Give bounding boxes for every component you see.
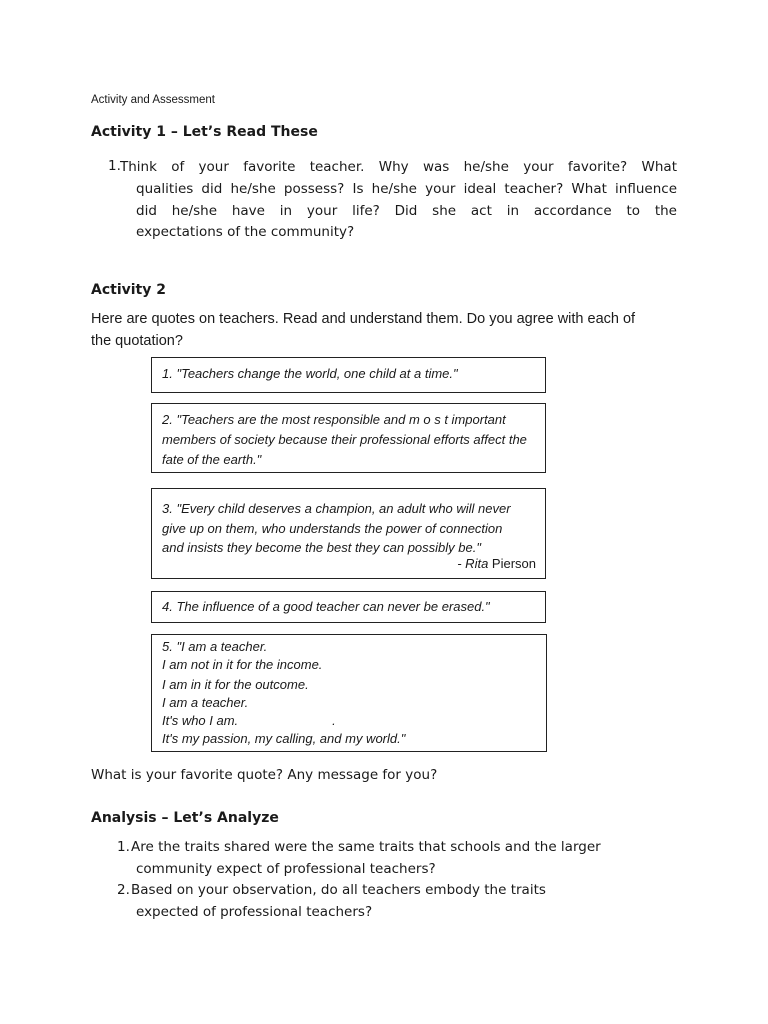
text-line: expectations of the community? [136,224,355,241]
quote-text: give up on them, who understands the power of connection [162,520,503,536]
quote-box-3 [151,488,546,579]
quote-box-2 [151,403,546,473]
activity-1-item-number: 1. [108,158,121,174]
quote-text: members of society because their professional efforts affect the [162,432,527,447]
quote-text: I am a teacher. [162,695,249,710]
text-line: Here are quotes on teachers. Read and understand them. Do you agree with each of [91,311,636,327]
followup-question: What is your favorite quote? Any message for you? [91,767,438,783]
author-prefix: - Rita [457,555,489,571]
quote-box-4 [151,591,546,623]
quote-text: and insists they become the best they can possibly be." [162,540,481,555]
text-line: expected of professional teachers? [136,903,373,920]
quote-text: I am in it for the outcome. [162,677,309,692]
section-title: Activity and Assessment [91,94,215,106]
text-line: the quotation? [91,332,183,349]
quote-box-1 [151,357,546,393]
text-line: Think of your favorite teacher. Why was he/she your favorite? What [120,159,677,175]
analysis-heading: Analysis – Let’s Analyze [91,810,279,826]
activity-1-heading: Activity 1 – Let’s Read These [91,124,318,140]
quote-text: 4. The influence of a good teacher can never be erased." [162,599,490,614]
analysis-item-2-number: 2. [117,882,130,898]
text-line: did he/she have in your life? Did she act in accordance to the [136,202,677,219]
quote-text: I am not in it for the income. [162,657,323,672]
activity-2-heading: Activity 2 [91,282,166,298]
text-line: Based on your observation, do all teachers embody the traits [131,882,546,898]
activity-1-item-text [120,157,677,244]
analysis-item-1-number: 1. [117,839,130,855]
quote-box-5 [151,634,547,752]
quote-text: 1. "Teachers change the world, one child at a time." [162,366,458,381]
text-line: community expect of professional teachers? [136,860,436,877]
quote-text: fate of the earth." [162,452,262,467]
quote-text: 5. "I am a teacher. [162,639,268,654]
activity-2-intro [91,309,691,352]
text-line: qualities did he/she possess? Is he/she your ideal teacher? What influence [136,180,677,197]
author-name: Pierson [491,555,536,571]
quote-text: 3. "Every child deserves a champion, an adult who will never [162,501,511,516]
analysis-item-2-text [131,880,691,924]
quote-author [457,554,536,574]
quote-text: 2. "Teachers are the most responsible and m o s t important [162,412,506,427]
quote-text: It's my passion, my calling, and my world." [162,731,406,746]
analysis-item-1-text [131,837,691,881]
quote-text: It's who I am. . [162,713,336,728]
text-line: Are the traits shared were the same traits that schools and the larger [131,839,601,855]
